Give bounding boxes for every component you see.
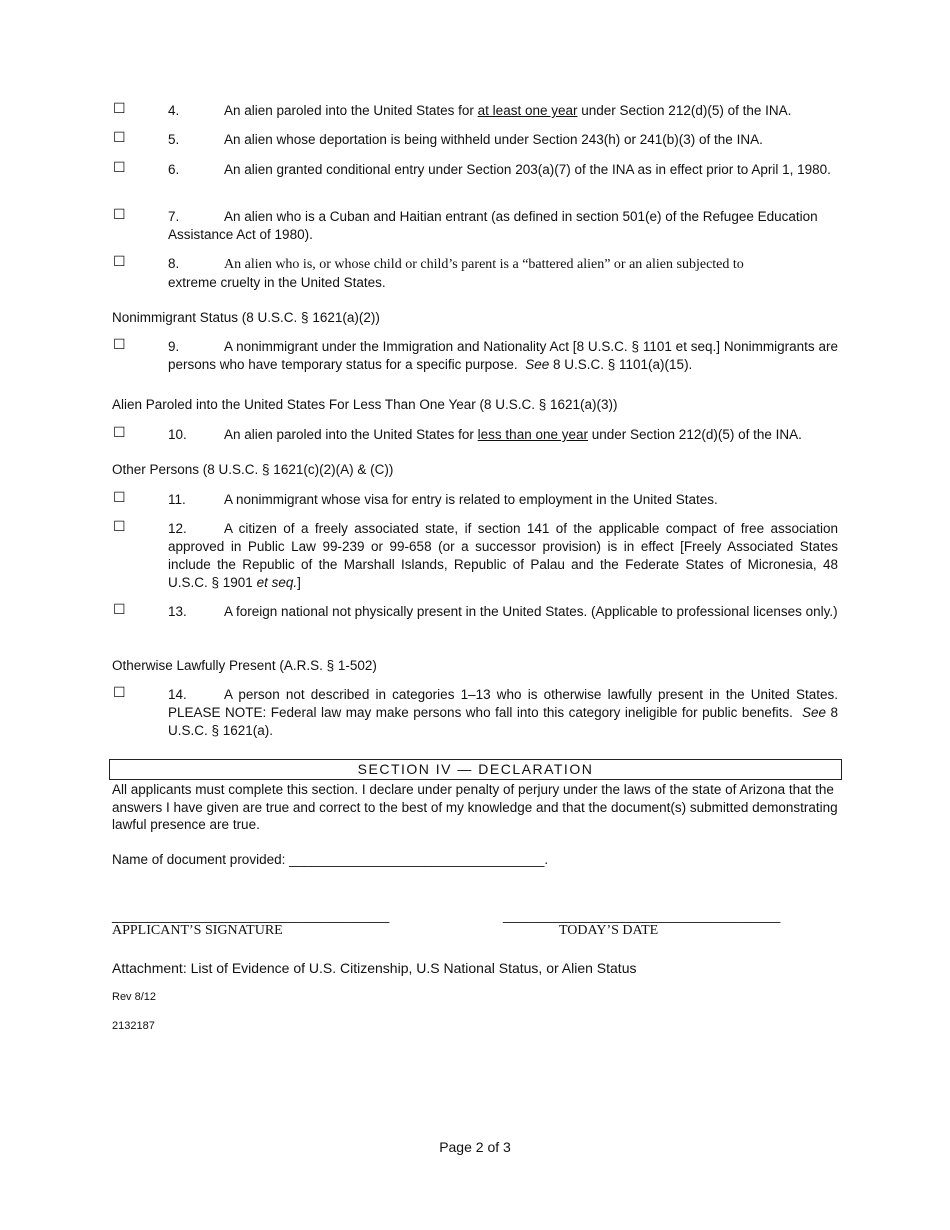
item-text: An alien paroled into the United States for xyxy=(224,103,478,118)
declaration-text: All applicants must complete this section. I declare under penalty of perjury under the laws of the state of Arizona that the answers I have given are true and correct to the best of my knowledge and that the document(s) submitted demonstrating lawful presence are true. xyxy=(112,782,838,832)
item-number: 8. xyxy=(168,256,180,271)
list-item xyxy=(113,131,838,149)
item-number: 4. xyxy=(168,103,180,118)
item-number: 14. xyxy=(168,687,187,702)
item-text: ] xyxy=(297,575,301,590)
item-citation: 8 U.S.C. § 1101(a)(15). xyxy=(553,357,693,372)
list-item xyxy=(113,491,838,509)
list-item xyxy=(113,603,838,621)
document-number: 2132187 xyxy=(112,1020,155,1032)
section-heading: Other Persons (8 U.S.C. § 1621(c)(2)(A) & (C)) xyxy=(112,462,394,477)
item-citation: 8 U.S.C. § 1621(a). xyxy=(168,705,838,738)
list-item xyxy=(113,520,838,592)
date-line[interactable]: ____________________________________ xyxy=(503,908,781,923)
attachment-note: Attachment: List of Evidence of U.S. Citizenship, U.S National Status, or Alien Status xyxy=(112,960,637,976)
checkbox[interactable]: ☐ xyxy=(113,337,126,353)
item-number: 5. xyxy=(168,132,180,147)
list-item xyxy=(113,255,838,292)
checkbox[interactable]: ☐ xyxy=(113,207,126,223)
section-heading: Alien Paroled into the United States For Less Than One Year (8 U.S.C. § 1621(a)(3)) xyxy=(112,397,618,412)
page-number: Page 2 of 3 xyxy=(439,1139,511,1155)
item-number: 6. xyxy=(168,162,180,177)
checkbox[interactable]: ☐ xyxy=(113,254,126,270)
checkbox[interactable]: ☐ xyxy=(113,160,126,176)
item-text: A foreign national not physically present in the United States. (Applicable to professional licenses only.) xyxy=(224,604,838,619)
item-text: An alien whose deportation is being withheld under Section 243(h) or 241(b)(3) of the INA. xyxy=(224,132,763,147)
list-item xyxy=(113,686,838,740)
item-text-underlined: at least one year xyxy=(477,103,578,118)
item-number: 11. xyxy=(168,492,186,507)
list-item xyxy=(113,161,838,179)
item-number: 7. xyxy=(168,209,180,224)
item-text: A citizen of a freely associated state, if section 141 of the applicable compact of free association approved in Public Law 99-239 or 99-658 (or a successor provision) is in effect [Freely Associated States include the Republic of the Marshall Islands, Republic of Palau and the Federate States of Micronesia, 48 U.S.C. § 1901 xyxy=(168,521,838,590)
signature-line[interactable]: ____________________________________ xyxy=(112,908,390,923)
checkbox[interactable]: ☐ xyxy=(113,425,126,441)
item-text: An alien granted conditional entry under Section 203(a)(7) of the INA as in effect prior to April 1, 1980. xyxy=(224,162,831,177)
checkbox[interactable]: ☐ xyxy=(113,519,126,535)
date-label: TODAY’S DATE xyxy=(559,923,659,938)
list-item xyxy=(113,338,838,374)
item-text: An alien who is, or whose child or child’s parent is a “battered alien” or an alien subjected to xyxy=(224,257,744,272)
list-item xyxy=(113,102,838,120)
item-text-italic: See xyxy=(801,705,826,720)
list-item xyxy=(113,426,838,444)
item-text-italic: See xyxy=(525,357,550,372)
item-number: 12. xyxy=(168,521,187,536)
item-text: under Section 212(d)(5) of the INA. xyxy=(588,427,802,442)
item-number: 9. xyxy=(168,339,180,354)
item-text: extreme cruelty in the United States. xyxy=(168,275,386,290)
section-heading: Otherwise Lawfully Present (A.R.S. § 1-502) xyxy=(112,658,377,673)
section-title: SECTION IV — DECLARATION xyxy=(109,759,842,780)
item-text-underlined: less than one year xyxy=(477,427,588,442)
checkbox[interactable]: ☐ xyxy=(113,101,126,117)
section-heading: Nonimmigrant Status (8 U.S.C. § 1621(a)(2)) xyxy=(112,310,380,325)
revision-label: Rev 8/12 xyxy=(112,991,157,1003)
checkbox[interactable]: ☐ xyxy=(113,602,126,618)
checkbox[interactable]: ☐ xyxy=(113,685,126,701)
list-item xyxy=(113,208,838,244)
item-number: 10. xyxy=(168,427,187,442)
document-name-field[interactable]: Name of document provided: __________________________________. xyxy=(112,852,549,867)
item-text: under Section 212(d)(5) of the INA. xyxy=(577,103,792,118)
item-text: An alien paroled into the United States for xyxy=(224,427,478,442)
checkbox[interactable]: ☐ xyxy=(113,130,126,146)
item-text: A nonimmigrant under the Immigration and Nationality Act [8 U.S.C. § 1101 et seq.] Nonimmigrants are persons who have temporary status for a specific purpose. xyxy=(168,339,838,372)
item-text-italic: et seq. xyxy=(256,575,298,590)
item-text: A person not described in categories 1–13 who is otherwise lawfully present in the United States. PLEASE NOTE: Federal law may make persons who fall into this category ineligible for public benefits. xyxy=(168,687,838,720)
item-text: An alien who is a Cuban and Haitian entrant (as defined in section 501(e) of the Refugee Education Assistance Act of 1980). xyxy=(168,209,818,242)
item-text: A nonimmigrant whose visa for entry is related to employment in the United States. xyxy=(224,492,718,507)
signature-label: APPLICANT’S SIGNATURE xyxy=(112,923,283,938)
checkbox[interactable]: ☐ xyxy=(113,490,126,506)
item-number: 13. xyxy=(168,604,187,619)
